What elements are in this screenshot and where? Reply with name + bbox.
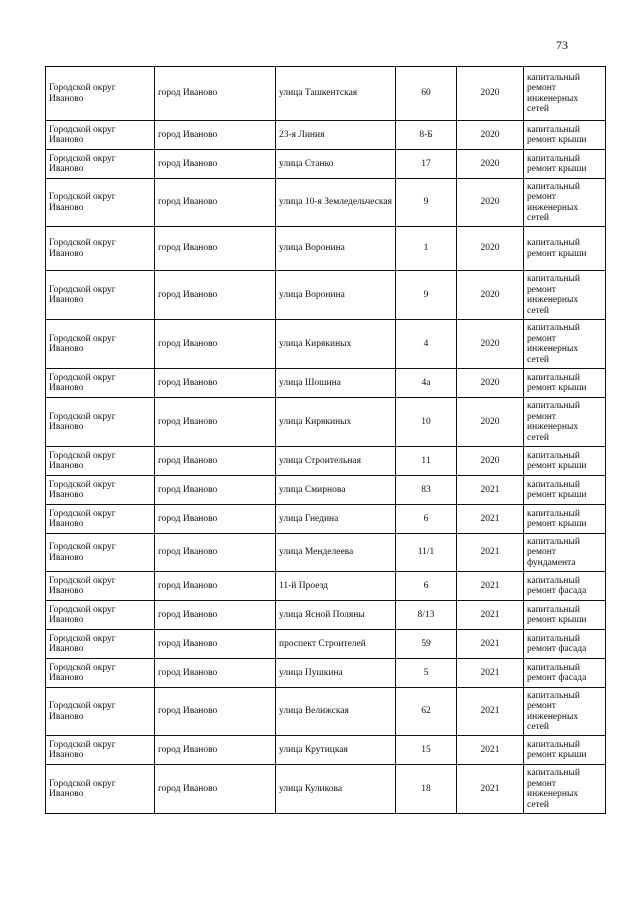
street-cell: улица Воронина [276, 271, 396, 320]
table-row [46, 601, 606, 630]
work-type-cell: капитальный ремонт крыши [524, 121, 606, 150]
street-cell: улица Гнедина [276, 505, 396, 534]
street-cell: улица Крутицкая [276, 736, 396, 765]
city-cell: город Иваново [155, 447, 276, 476]
house-number-cell: 15 [396, 736, 457, 765]
municipality-cell: Городской округ Иваново [46, 572, 155, 601]
house-number-cell: 4а [396, 369, 457, 398]
street-cell: улица Пушкина [276, 659, 396, 688]
house-number-cell: 11/1 [396, 534, 457, 572]
house-number-cell: 1 [396, 227, 457, 271]
table-row [46, 630, 606, 659]
street-cell: улица Станко [276, 150, 396, 179]
city-cell: город Иваново [155, 505, 276, 534]
street-cell: улица 10-я Земледельческая [276, 179, 396, 227]
street-cell: улица Кирякиных [276, 398, 396, 447]
year-cell: 2021 [457, 659, 524, 688]
street-cell: улица Велижская [276, 688, 396, 736]
year-cell: 2021 [457, 630, 524, 659]
year-cell: 2020 [457, 447, 524, 476]
municipality-cell: Городской округ Иваново [46, 505, 155, 534]
year-cell: 2020 [457, 271, 524, 320]
year-cell: 2021 [457, 688, 524, 736]
municipality-cell: Городской округ Иваново [46, 534, 155, 572]
work-type-cell: капитальный ремонт инженерных сетей [524, 67, 606, 121]
work-type-cell: капитальный ремонт инженерных сетей [524, 765, 606, 814]
table-row [46, 67, 606, 121]
city-cell: город Иваново [155, 150, 276, 179]
city-cell: город Иваново [155, 534, 276, 572]
year-cell: 2021 [457, 476, 524, 505]
city-cell: город Иваново [155, 659, 276, 688]
table-row [46, 688, 606, 736]
street-cell: 23-я Линия [276, 121, 396, 150]
work-type-cell: капитальный ремонт фундамента [524, 534, 606, 572]
table-row [46, 179, 606, 227]
municipality-cell: Городской округ Иваново [46, 271, 155, 320]
city-cell: город Иваново [155, 572, 276, 601]
work-type-cell: капитальный ремонт крыши [524, 447, 606, 476]
work-type-cell: капитальный ремонт крыши [524, 150, 606, 179]
street-cell: улица Шошина [276, 369, 396, 398]
street-cell: улица Кирякиных [276, 320, 396, 369]
work-type-cell: капитальный ремонт крыши [524, 476, 606, 505]
city-cell: город Иваново [155, 765, 276, 814]
street-cell: улица Смирнова [276, 476, 396, 505]
page-number: 73 [556, 38, 568, 52]
municipality-cell: Городской округ Иваново [46, 150, 155, 179]
work-type-cell: капитальный ремонт крыши [524, 736, 606, 765]
year-cell: 2020 [457, 398, 524, 447]
year-cell: 2021 [457, 601, 524, 630]
work-type-cell: капитальный ремонт крыши [524, 505, 606, 534]
year-cell: 2020 [457, 121, 524, 150]
street-cell: улица Куликова [276, 765, 396, 814]
year-cell: 2020 [457, 179, 524, 227]
house-number-cell: 11 [396, 447, 457, 476]
table-row [46, 659, 606, 688]
table-row [46, 227, 606, 271]
table-row [46, 447, 606, 476]
city-cell: город Иваново [155, 121, 276, 150]
municipality-cell: Городской округ Иваново [46, 476, 155, 505]
house-number-cell: 6 [396, 572, 457, 601]
work-type-cell: капитальный ремонт крыши [524, 601, 606, 630]
municipality-cell: Городской округ Иваново [46, 736, 155, 765]
street-cell: улица Воронина [276, 227, 396, 271]
year-cell: 2021 [457, 736, 524, 765]
work-type-cell: капитальный ремонт фасада [524, 630, 606, 659]
year-cell: 2020 [457, 227, 524, 271]
work-type-cell: капитальный ремонт инженерных сетей [524, 688, 606, 736]
repair-schedule-table [45, 66, 606, 814]
municipality-cell: Городской округ Иваново [46, 398, 155, 447]
year-cell: 2020 [457, 369, 524, 398]
street-cell: улица Менделеева [276, 534, 396, 572]
city-cell: город Иваново [155, 601, 276, 630]
house-number-cell: 10 [396, 398, 457, 447]
city-cell: город Иваново [155, 736, 276, 765]
city-cell: город Иваново [155, 320, 276, 369]
house-number-cell: 4 [396, 320, 457, 369]
work-type-cell: капитальный ремонт фасада [524, 659, 606, 688]
work-type-cell: капитальный ремонт крыши [524, 227, 606, 271]
year-cell: 2021 [457, 765, 524, 814]
house-number-cell: 60 [396, 67, 457, 121]
table-row [46, 572, 606, 601]
house-number-cell: 5 [396, 659, 457, 688]
table-row [46, 121, 606, 150]
street-cell: улица Строительная [276, 447, 396, 476]
municipality-cell: Городской округ Иваново [46, 369, 155, 398]
city-cell: город Иваново [155, 369, 276, 398]
table-row [46, 150, 606, 179]
municipality-cell: Городской округ Иваново [46, 688, 155, 736]
city-cell: город Иваново [155, 630, 276, 659]
house-number-cell: 83 [396, 476, 457, 505]
year-cell: 2020 [457, 320, 524, 369]
table-row [46, 534, 606, 572]
city-cell: город Иваново [155, 398, 276, 447]
table-row [46, 476, 606, 505]
city-cell: город Иваново [155, 227, 276, 271]
street-cell: проспект Строителей [276, 630, 396, 659]
work-type-cell: капитальный ремонт фасада [524, 572, 606, 601]
city-cell: город Иваново [155, 688, 276, 736]
municipality-cell: Городской округ Иваново [46, 320, 155, 369]
municipality-cell: Городской округ Иваново [46, 227, 155, 271]
table-row [46, 398, 606, 447]
table-row [46, 765, 606, 814]
work-type-cell: капитальный ремонт инженерных сетей [524, 179, 606, 227]
house-number-cell: 62 [396, 688, 457, 736]
city-cell: город Иваново [155, 67, 276, 121]
municipality-cell: Городской округ Иваново [46, 179, 155, 227]
year-cell: 2021 [457, 505, 524, 534]
street-cell: улица Ясной Поляны [276, 601, 396, 630]
municipality-cell: Городской округ Иваново [46, 630, 155, 659]
year-cell: 2020 [457, 150, 524, 179]
table-row [46, 369, 606, 398]
table-row [46, 736, 606, 765]
house-number-cell: 9 [396, 179, 457, 227]
city-cell: город Иваново [155, 271, 276, 320]
municipality-cell: Городской округ Иваново [46, 765, 155, 814]
street-cell: улица Ташкентская [276, 67, 396, 121]
municipality-cell: Городской округ Иваново [46, 121, 155, 150]
year-cell: 2021 [457, 572, 524, 601]
house-number-cell: 8-Б [396, 121, 457, 150]
city-cell: город Иваново [155, 476, 276, 505]
table-row [46, 271, 606, 320]
house-number-cell: 59 [396, 630, 457, 659]
work-type-cell: капитальный ремонт крыши [524, 369, 606, 398]
city-cell: город Иваново [155, 179, 276, 227]
table-row [46, 505, 606, 534]
house-number-cell: 17 [396, 150, 457, 179]
work-type-cell: капитальный ремонт инженерных сетей [524, 271, 606, 320]
municipality-cell: Городской округ Иваново [46, 659, 155, 688]
municipality-cell: Городской округ Иваново [46, 601, 155, 630]
house-number-cell: 9 [396, 271, 457, 320]
municipality-cell: Городской округ Иваново [46, 67, 155, 121]
table-row [46, 320, 606, 369]
year-cell: 2021 [457, 534, 524, 572]
municipality-cell: Городской округ Иваново [46, 447, 155, 476]
work-type-cell: капитальный ремонт инженерных сетей [524, 320, 606, 369]
work-type-cell: капитальный ремонт инженерных сетей [524, 398, 606, 447]
table-body [46, 67, 606, 814]
house-number-cell: 18 [396, 765, 457, 814]
year-cell: 2020 [457, 67, 524, 121]
street-cell: 11-й Проезд [276, 572, 396, 601]
house-number-cell: 6 [396, 505, 457, 534]
house-number-cell: 8/13 [396, 601, 457, 630]
